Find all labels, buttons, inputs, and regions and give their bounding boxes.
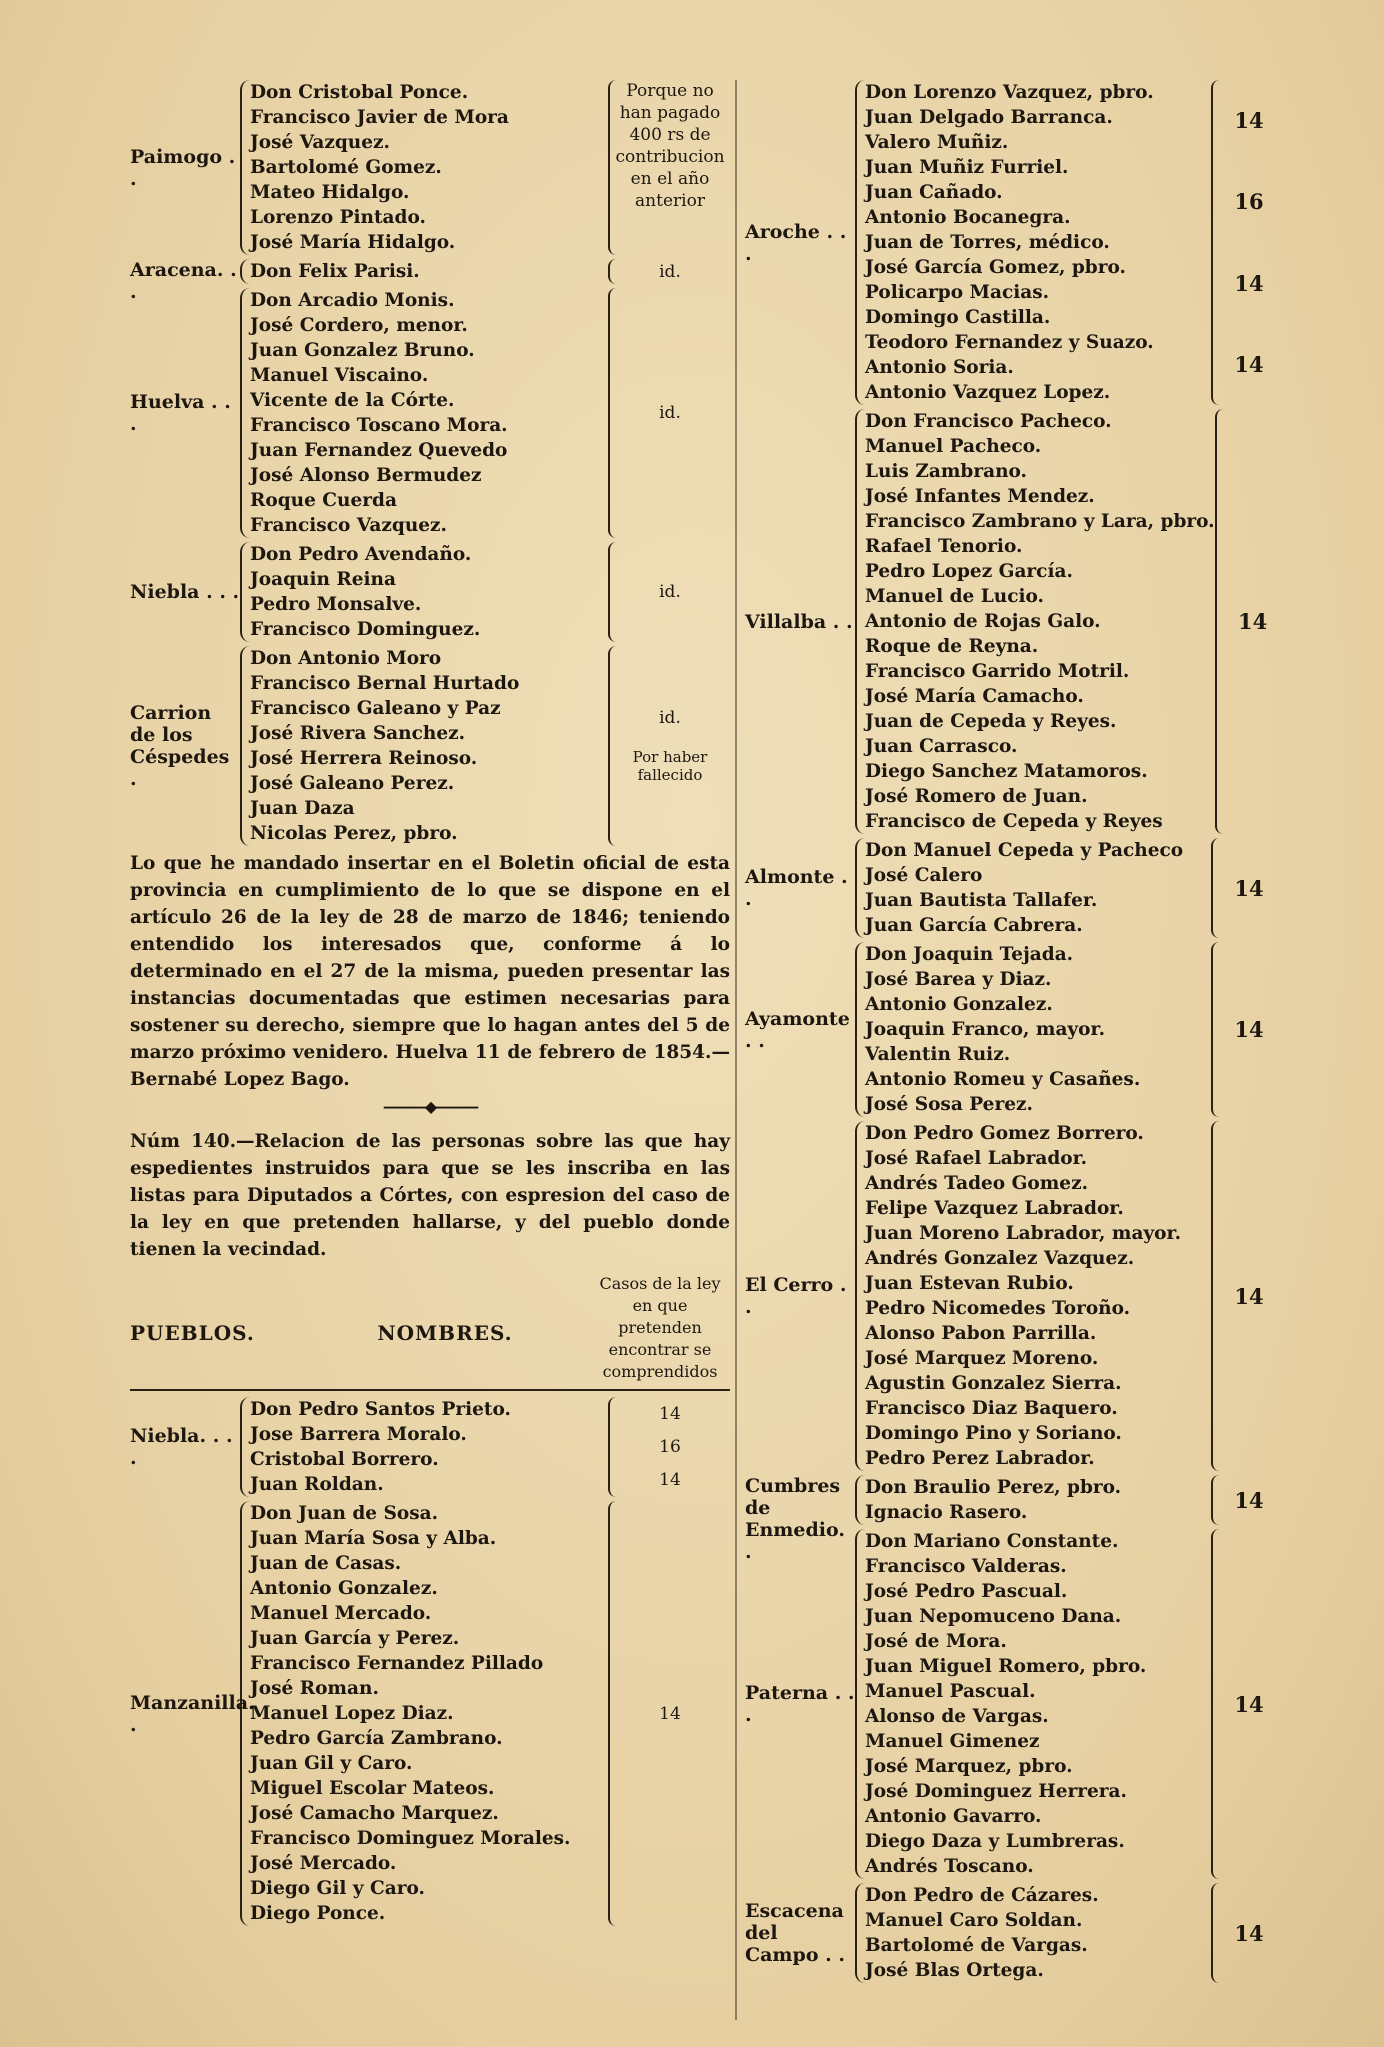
- case-value: 14: [1211, 1883, 1285, 1983]
- town-name: [130, 542, 240, 603]
- town-label: Paterna . . .: [745, 1682, 855, 1726]
- person-name: Pedro García Zambrano.: [250, 1728, 503, 1749]
- town-group: [745, 942, 1285, 1117]
- person-name: Rafael Tenorio.: [865, 536, 1023, 557]
- person-name: Ignacio Rasero.: [865, 1502, 1028, 1523]
- names-list: [855, 838, 1211, 938]
- person-name: Policarpo Macias.: [865, 282, 1050, 303]
- person-name: Pedro Perez Labrador.: [865, 1448, 1095, 1469]
- person-name: José Herrera Reinoso.: [250, 748, 478, 769]
- names-list: [855, 1475, 1211, 1525]
- person-name: Jose Barrera Moralo.: [250, 1424, 467, 1445]
- person-name: Teodoro Fernandez y Suazo.: [865, 332, 1154, 353]
- person-name: Francisco Zambrano y Lara, pbro.: [865, 511, 1215, 532]
- person-name: Don Manuel Cepeda y Pacheco: [865, 840, 1184, 861]
- person-name: Mateo Hidalgo.: [250, 182, 410, 203]
- person-name: José Vazquez.: [250, 132, 390, 153]
- person-name: Antonio de Rojas Galo.: [865, 611, 1101, 632]
- person-name: Juan Carrasco.: [865, 736, 1018, 757]
- names-list: [240, 646, 608, 846]
- person-name: Pedro Lopez García.: [865, 561, 1073, 582]
- town-label: Manzanilla. .: [130, 1691, 255, 1736]
- town-group: [130, 542, 730, 642]
- person-name: Francisco Vazquez.: [250, 515, 447, 536]
- town-label: Carrion de los Céspedes .: [130, 702, 230, 790]
- person-name: José Roman.: [250, 1678, 379, 1699]
- names-list: [240, 80, 608, 255]
- town-group: [130, 80, 730, 255]
- town-label: Paimogo . .: [130, 145, 236, 190]
- person-name: Francisco Garrido Motril.: [865, 661, 1130, 682]
- town-name: [130, 1397, 240, 1469]
- town-name: [745, 1883, 855, 1966]
- town-group: [130, 288, 730, 538]
- person-name: Roque de Reyna.: [865, 636, 1039, 657]
- person-name: José Cordero, menor.: [250, 315, 468, 336]
- case-value: Porque no han pagado 400 rs de contribucion en el año anterior: [608, 80, 730, 255]
- person-name: Antonio Soria.: [865, 357, 1014, 378]
- town-label: Aroche . . .: [745, 220, 847, 265]
- person-name: Francisco Galeano y Paz: [250, 698, 501, 719]
- town-name: [745, 80, 855, 265]
- person-name: Miguel Escolar Mateos.: [250, 1778, 495, 1799]
- person-name: Francisco Dominguez.: [250, 619, 481, 640]
- person-name: Francisco Diaz Baquero.: [865, 1398, 1118, 1419]
- person-name: José Pedro Pascual.: [865, 1581, 1068, 1602]
- person-name: Don Arcadio Monis.: [250, 290, 455, 311]
- person-name: Manuel de Lucio.: [865, 586, 1044, 607]
- person-name: Antonio Gavarro.: [865, 1806, 1042, 1827]
- case-value: 14: [659, 1470, 681, 1491]
- person-name: Don Juan de Sosa.: [250, 1503, 439, 1524]
- person-name: Juan Daza: [250, 798, 355, 819]
- town-name: [130, 259, 240, 303]
- notice-paragraph: Lo que he mandado insertar en el Boletin oficial de esta provincia en cumplimiento de lo que se dispone en el artículo 26 de la ley de 28 de marzo de 1846; teniendo entendido los interesados que, conforme á lo determinado en el 27 de la misma, pueden presentar las instancias documentadas que estimen necesarias para sostener su derecho, siempre que lo hagan antes del 5 de marzo próximo venidero. Huelva 11 de febrero de 1854.—Bernabé Lopez Bago.: [130, 853, 730, 1090]
- person-name: Juan de Torres, médico.: [865, 232, 1110, 253]
- person-name: Roque Cuerda: [250, 490, 397, 511]
- person-name: Joaquin Reina: [250, 569, 396, 590]
- names-list: [240, 288, 608, 538]
- header-nombres: NOMBRES.: [377, 1321, 513, 1345]
- separator: ———◆———: [382, 1097, 478, 1116]
- person-name: Valentin Ruiz.: [865, 1044, 1011, 1065]
- case-note: Por haber fallecido: [632, 748, 708, 784]
- town-group: [745, 80, 1285, 405]
- column-rule: [735, 80, 737, 2020]
- case-value: 14: [1234, 351, 1264, 377]
- town-label: Ayamonte . .: [745, 1007, 850, 1052]
- person-name: Don Cristobal Ponce.: [250, 82, 469, 103]
- case-value: 14: [1215, 409, 1289, 834]
- person-name: Juan Gil y Caro.: [250, 1753, 413, 1774]
- town-group: [130, 1397, 730, 1497]
- person-name: José Galeano Perez.: [250, 773, 455, 794]
- person-name: Don Lorenzo Vazquez, pbro.: [865, 82, 1154, 103]
- person-name: Juan María Sosa y Alba.: [250, 1528, 497, 1549]
- person-name: Juan Gonzalez Bruno.: [250, 340, 475, 361]
- person-name: Don Pedro Santos Prieto.: [250, 1399, 511, 1420]
- person-name: José María Hidalgo.: [250, 232, 456, 253]
- person-name: Antonio Gonzalez.: [250, 1578, 438, 1599]
- person-name: Don Braulio Perez, pbro.: [865, 1477, 1122, 1498]
- case-value: 16: [659, 1436, 681, 1457]
- person-name: Diego Daza y Lumbreras.: [865, 1831, 1125, 1852]
- person-name: Francisco Bernal Hurtado: [250, 673, 520, 694]
- town-label: Huelva . . .: [130, 391, 231, 435]
- names-list: [855, 1121, 1211, 1471]
- person-name: Don Felix Parisi.: [250, 261, 420, 282]
- case-value: 16: [1234, 189, 1264, 215]
- person-name: Juan Miguel Romero, pbro.: [865, 1656, 1147, 1677]
- town-group: [745, 1121, 1285, 1471]
- person-name: Francisco Dominguez Morales.: [250, 1828, 571, 1849]
- person-name: José de Mora.: [865, 1631, 1007, 1652]
- person-name: José Blas Ortega.: [865, 1960, 1044, 1981]
- person-name: Felipe Vazquez Labrador.: [865, 1198, 1124, 1219]
- person-name: José Alonso Bermudez: [250, 465, 482, 486]
- case-value: id.: [608, 259, 730, 284]
- person-name: José Dominguez Herrera.: [865, 1781, 1127, 1802]
- person-name: Juan Muñiz Furriel.: [865, 157, 1069, 178]
- town-name: [130, 646, 240, 790]
- case-value: 14: [1234, 108, 1264, 134]
- town-group: [745, 838, 1285, 938]
- person-name: José Barea y Diaz.: [865, 969, 1052, 990]
- left-column: [130, 80, 730, 1930]
- case-value: id.: [608, 288, 730, 538]
- right-column: [745, 80, 1285, 1987]
- person-name: José Marquez Moreno.: [865, 1348, 1099, 1369]
- person-name: Don Pedro de Cázares.: [865, 1885, 1099, 1906]
- person-name: Juan Cañado.: [865, 182, 1003, 203]
- town-label: Aracena. . .: [130, 259, 237, 303]
- town-name: [745, 1529, 855, 1726]
- case-value: 14: [1211, 838, 1285, 938]
- person-name: Joaquin Franco, mayor.: [865, 1019, 1106, 1040]
- case-value: 14: [1211, 1121, 1285, 1471]
- person-name: Manuel Lopez Diaz.: [250, 1703, 454, 1724]
- case-value: [608, 646, 730, 846]
- person-name: Juan de Casas.: [250, 1553, 402, 1574]
- person-name: Juan de Cepeda y Reyes.: [865, 711, 1117, 732]
- person-name: Francisco Toscano Mora.: [250, 415, 508, 436]
- person-name: Antonio Romeu y Casañes.: [865, 1069, 1141, 1090]
- town-label: Villalba . .: [745, 610, 853, 633]
- person-name: Alonso Pabon Parrilla.: [865, 1323, 1097, 1344]
- person-name: Juan García Cabrera.: [865, 915, 1083, 936]
- person-name: Manuel Pascual.: [865, 1681, 1036, 1702]
- person-name: Juan Moreno Labrador, mayor.: [865, 1223, 1182, 1244]
- names-list: [855, 409, 1215, 834]
- case-value: 14: [1211, 942, 1285, 1117]
- case-value: 14: [608, 1501, 730, 1926]
- person-name: Nicolas Perez, pbro.: [250, 823, 458, 844]
- person-name: Antonio Gonzalez.: [865, 994, 1053, 1015]
- town-name: [130, 288, 240, 435]
- town-name: [745, 409, 855, 633]
- names-list: [855, 1529, 1211, 1879]
- town-name: [745, 1121, 855, 1318]
- person-name: Francisco Valderas.: [865, 1556, 1067, 1577]
- person-name: Juan Fernandez Quevedo: [250, 440, 508, 461]
- person-name: Pedro Nicomedes Toroño.: [865, 1298, 1131, 1319]
- person-name: José Calero: [865, 865, 983, 886]
- person-name: Manuel Pacheco.: [865, 436, 1042, 457]
- person-name: Don Pedro Gomez Borrero.: [865, 1123, 1144, 1144]
- person-name: Francisco de Cepeda y Reyes: [865, 811, 1163, 832]
- town-name: [745, 838, 855, 910]
- town-label: Escacena del Campo . .: [745, 1900, 845, 1966]
- town-name: [130, 1501, 255, 1736]
- person-name: José Romero de Juan.: [865, 786, 1088, 807]
- town-name: [130, 80, 240, 190]
- person-name: Luis Zambrano.: [865, 461, 1027, 482]
- person-name: Bartolomé de Vargas.: [865, 1935, 1088, 1956]
- town-group: [745, 409, 1285, 834]
- person-name: José Camacho Marquez.: [250, 1803, 499, 1824]
- person-name: Manuel Caro Soldan.: [865, 1910, 1083, 1931]
- header-pueblos: PUEBLOS.: [130, 1321, 255, 1345]
- names-list: [240, 1501, 608, 1926]
- person-name: Juan Bautista Tallafer.: [865, 890, 1098, 911]
- person-name: Vicente de la Córte.: [250, 390, 455, 411]
- town-group: [130, 1501, 730, 1926]
- person-name: Diego Ponce.: [250, 1903, 386, 1924]
- names-list: [240, 259, 608, 284]
- town-group: [745, 1529, 1285, 1879]
- person-name: Juan Roldan.: [250, 1474, 384, 1495]
- names-list: [855, 1883, 1211, 1983]
- relation-paragraph: Núm 140.—Relacion de las personas sobre las que hay espedientes instruidos para que se les inscriba en las listas para Diputados a Córtes, con espresion del caso de la ley en que pretenden hallarse, y del pueblo donde tienen la vecindad.: [130, 1131, 730, 1260]
- case-value: 14: [659, 1403, 681, 1424]
- names-list: [855, 80, 1211, 405]
- person-name: José Sosa Perez.: [865, 1094, 1033, 1115]
- case-value: id.: [659, 708, 681, 728]
- town-label: Niebla. . . .: [130, 1425, 233, 1469]
- town-name: [745, 1475, 855, 1563]
- person-name: Don Joaquin Tejada.: [865, 944, 1074, 965]
- person-name: Antonio Bocanegra.: [865, 207, 1071, 228]
- person-name: Francisco Javier de Mora: [250, 107, 509, 128]
- names-list: [240, 1397, 608, 1497]
- person-name: Juan Nepomuceno Dana.: [865, 1606, 1122, 1627]
- town-group: [130, 646, 730, 846]
- town-group: [745, 1883, 1285, 1983]
- person-name: Don Antonio Moro: [250, 648, 442, 669]
- person-name: José Infantes Mendez.: [865, 486, 1095, 507]
- person-name: Valero Muñiz.: [865, 132, 1009, 153]
- person-name: Domingo Pino y Soriano.: [865, 1423, 1122, 1444]
- person-name: Andrés Tadeo Gomez.: [865, 1173, 1089, 1194]
- town-label: Almonte . .: [745, 866, 848, 910]
- person-name: Don Mariano Constante.: [865, 1531, 1119, 1552]
- person-name: Manuel Mercado.: [250, 1603, 432, 1624]
- person-name: Agustin Gonzalez Sierra.: [865, 1373, 1122, 1394]
- person-name: José Rivera Sanchez.: [250, 723, 466, 744]
- person-name: José Rafael Labrador.: [865, 1148, 1088, 1169]
- case-value: 14: [1211, 1529, 1285, 1879]
- town-name: [745, 942, 855, 1052]
- case-value: id.: [608, 542, 730, 642]
- town-label: El Cerro . .: [745, 1274, 847, 1318]
- person-name: José María Camacho.: [865, 686, 1084, 707]
- person-name: Juan Estevan Rubio.: [865, 1273, 1074, 1294]
- person-name: José Mercado.: [250, 1853, 397, 1874]
- person-name: José Marquez, pbro.: [865, 1756, 1073, 1777]
- person-name: José García Gomez, pbro.: [865, 257, 1126, 278]
- case-value: 14: [1211, 1475, 1285, 1525]
- person-name: Andrés Toscano.: [865, 1856, 1034, 1877]
- case-list: [608, 1397, 730, 1497]
- person-name: Francisco Fernandez Pillado: [250, 1653, 544, 1674]
- person-name: Alonso de Vargas.: [865, 1706, 1049, 1727]
- person-name: Juan García y Perez.: [250, 1628, 460, 1649]
- header-casos: Casos de la ley en que pretenden encontrar se comprendidos: [599, 1274, 721, 1381]
- person-name: Diego Gil y Caro.: [250, 1878, 425, 1899]
- table-header: [130, 1273, 730, 1391]
- person-name: Lorenzo Pintado.: [250, 207, 426, 228]
- names-list: [855, 942, 1211, 1117]
- person-name: Diego Sanchez Matamoros.: [865, 761, 1148, 782]
- town-label: Cumbres de Enmedio. .: [745, 1475, 845, 1563]
- person-name: Juan Delgado Barranca.: [865, 107, 1113, 128]
- person-name: Antonio Vazquez Lopez.: [865, 382, 1111, 403]
- person-name: Bartolomé Gomez.: [250, 157, 442, 178]
- person-name: Manuel Gimenez: [865, 1731, 1040, 1752]
- case-value: 14: [1234, 270, 1264, 296]
- names-list: [240, 542, 608, 642]
- person-name: Don Pedro Avendaño.: [250, 544, 472, 565]
- town-label: Niebla . . .: [130, 581, 240, 603]
- person-name: Andrés Gonzalez Vazquez.: [865, 1248, 1135, 1269]
- case-list: [1211, 80, 1285, 405]
- person-name: Domingo Castilla.: [865, 307, 1051, 328]
- person-name: Pedro Monsalve.: [250, 594, 422, 615]
- person-name: Manuel Viscaino.: [250, 365, 429, 386]
- person-name: Cristobal Borrero.: [250, 1449, 439, 1470]
- person-name: Don Francisco Pacheco.: [865, 411, 1112, 432]
